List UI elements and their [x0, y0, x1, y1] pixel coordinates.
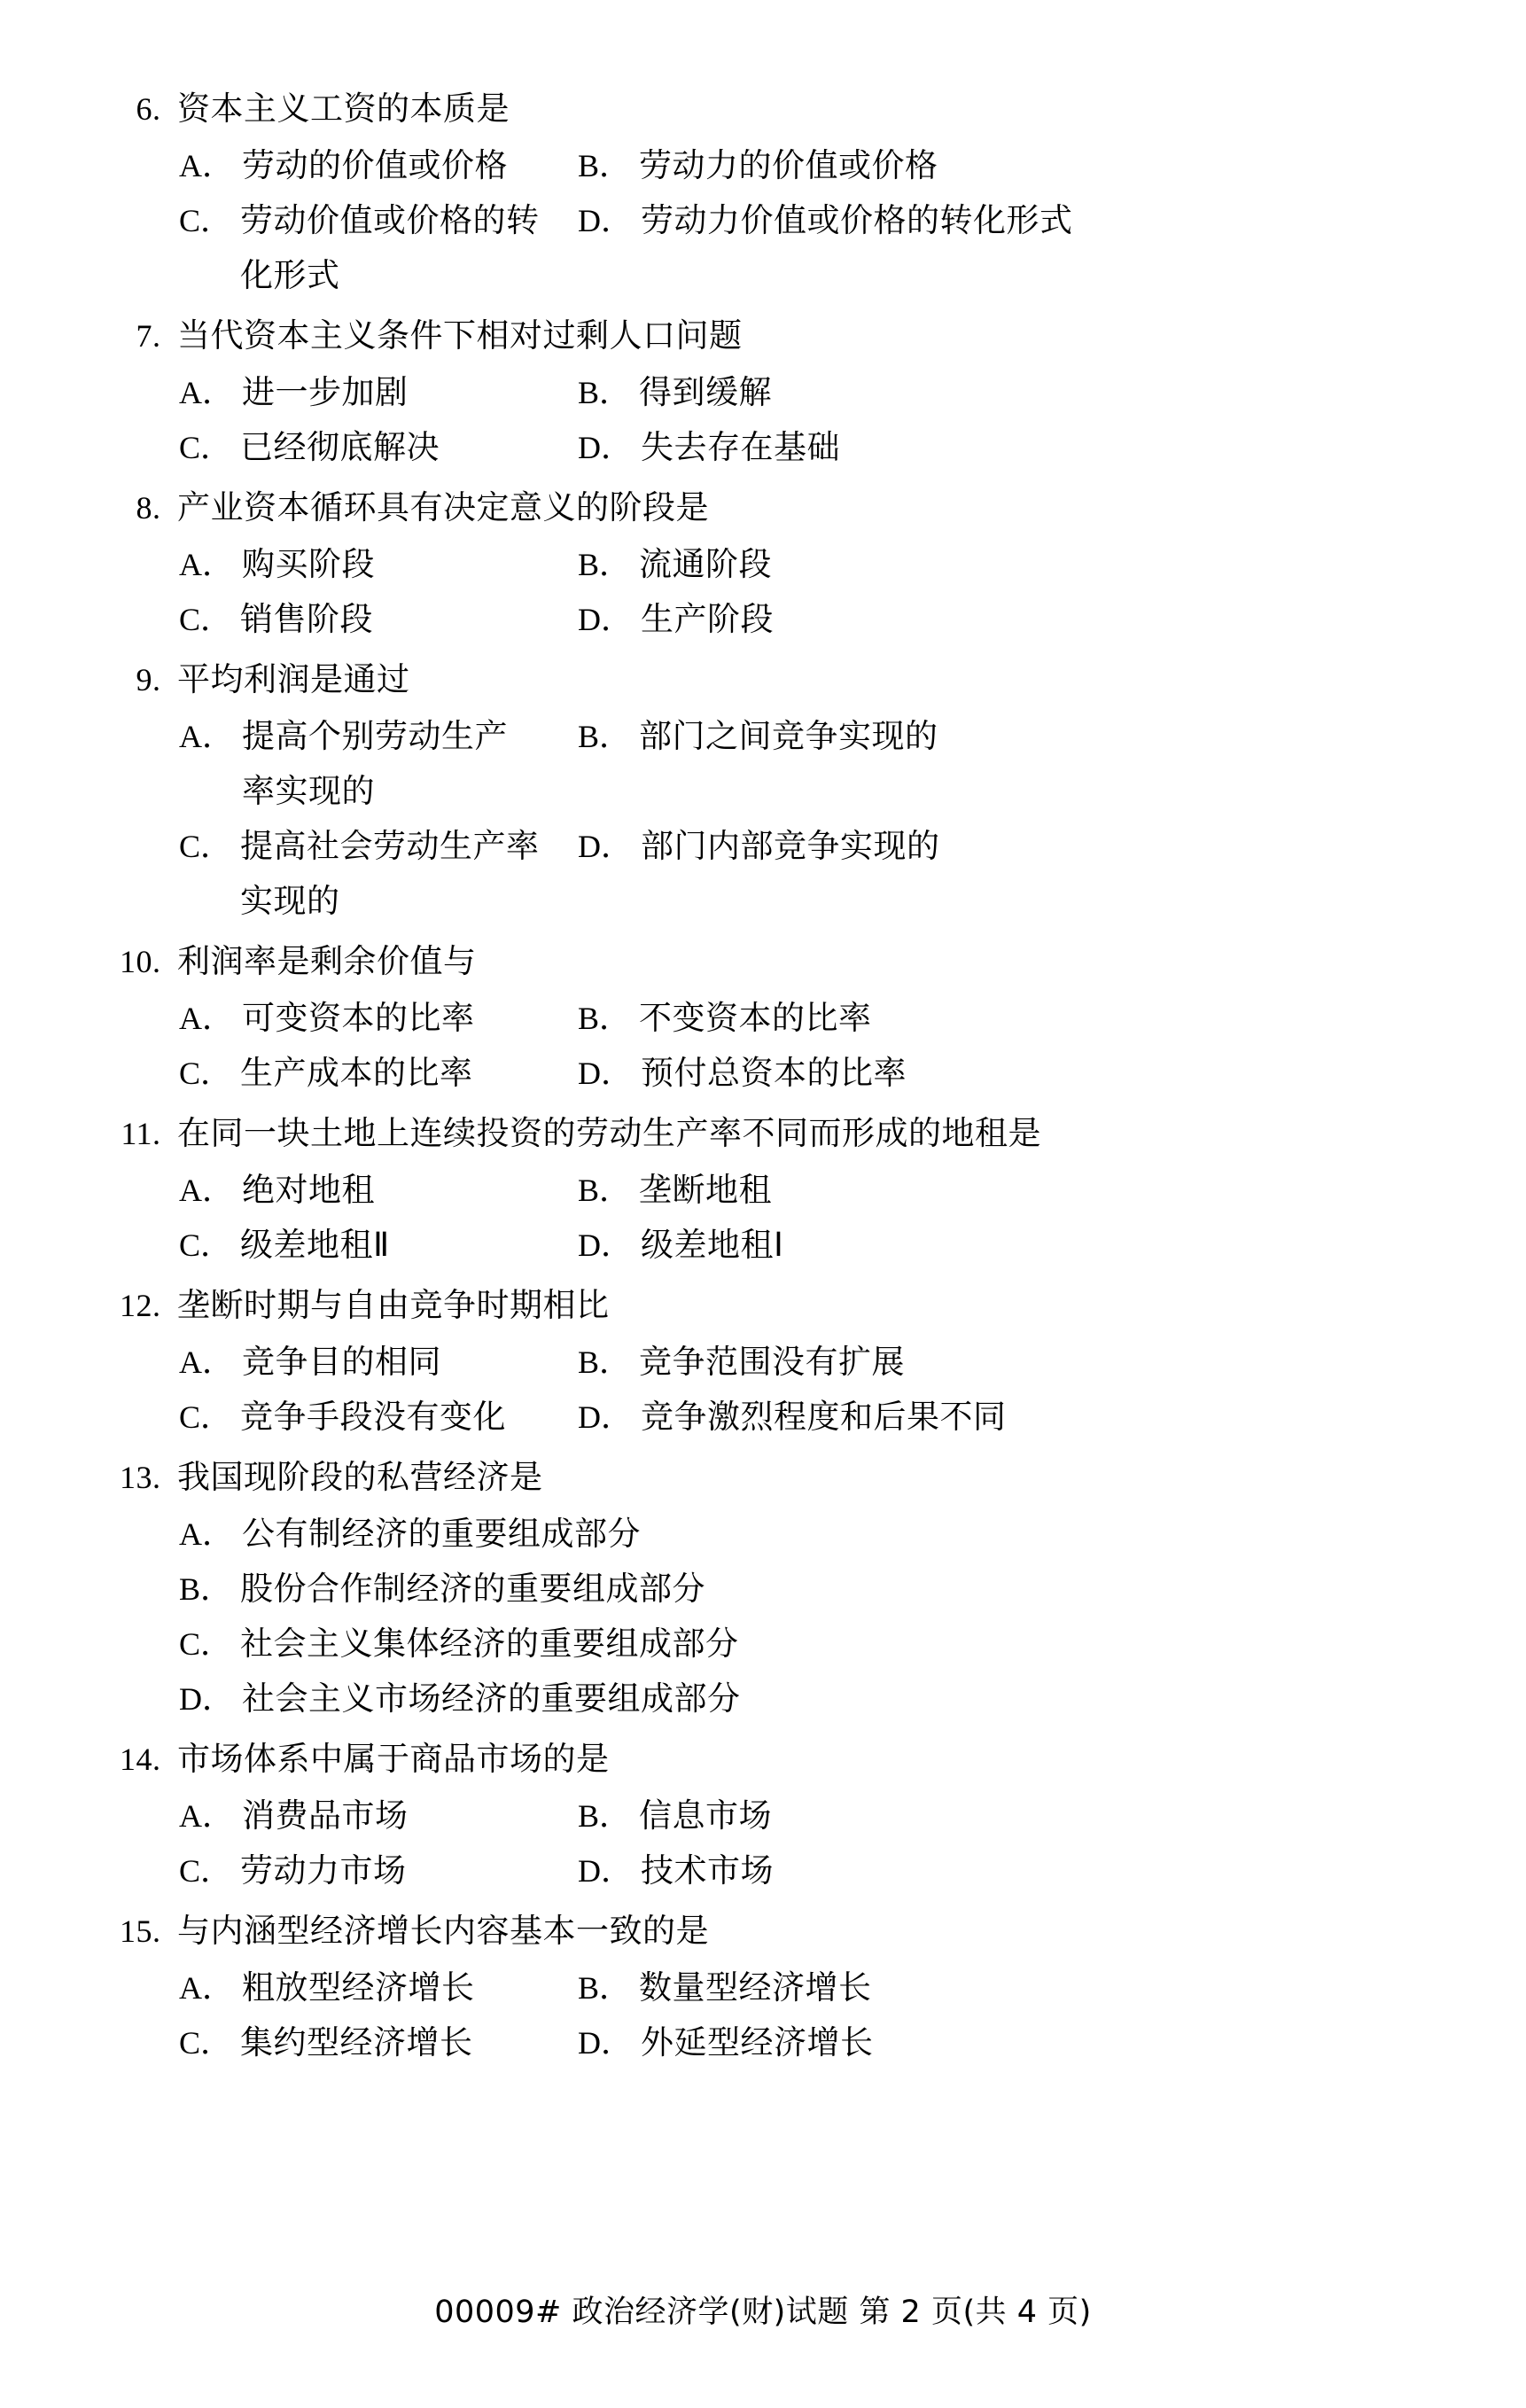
option-row	[89, 365, 1420, 420]
option-choice[interactable]	[89, 1960, 541, 2015]
option-text: 集约型经济增长	[240, 2023, 473, 2061]
option-label: B．	[578, 1001, 632, 1036]
option-choice[interactable]	[89, 138, 541, 193]
option-choice[interactable]	[541, 1218, 1420, 1273]
option-label: B．	[578, 547, 632, 582]
option-text: 失去存在基础	[641, 428, 840, 466]
option-text: 数量型经济增长	[639, 1968, 872, 2007]
option-label: A．	[179, 1798, 234, 1834]
option-label: B．	[578, 148, 632, 183]
option-choice[interactable]	[89, 1788, 541, 1843]
option-label: C．	[179, 1227, 233, 1263]
option-choice[interactable]	[541, 1960, 1420, 2015]
question-item	[89, 1732, 1420, 1898]
option-choice[interactable]	[541, 1046, 1420, 1101]
question-text: 与内涵型经济增长内容基本一致的是	[177, 1912, 709, 1950]
option-choice[interactable]	[541, 365, 1420, 420]
option-text: 提高社会劳动生产率实现的	[240, 827, 540, 920]
question-text: 市场体系中属于商品市场的是	[177, 1740, 610, 1778]
question-text: 垄断时期与自由竞争时期相比	[177, 1286, 610, 1324]
option-label: C．	[179, 2025, 233, 2061]
option-row	[89, 991, 1420, 1046]
option-label: D．	[578, 430, 633, 465]
option-list	[89, 1163, 1420, 1273]
question-number: 7	[136, 318, 152, 354]
option-choice[interactable]	[89, 537, 541, 592]
option-text: 流通阶段	[639, 545, 773, 583]
option-row	[89, 1046, 1420, 1101]
option-label: B．	[578, 1344, 632, 1380]
option-text: 预付总资本的比率	[641, 1054, 907, 1092]
question-item	[89, 1106, 1420, 1273]
option-choice[interactable]	[89, 991, 541, 1046]
option-text: 劳动力市场	[240, 1851, 407, 1890]
question-number-dot: .	[152, 944, 161, 979]
option-choice[interactable]	[541, 709, 1420, 819]
option-label: C．	[179, 1056, 233, 1091]
option-row	[89, 1788, 1420, 1843]
question-item	[89, 480, 1420, 647]
option-label: D．	[578, 829, 633, 864]
option-label: D．	[578, 1227, 633, 1263]
question-stem	[89, 1106, 1420, 1161]
option-text: 销售阶段	[240, 600, 374, 638]
question-number: 6	[136, 91, 152, 127]
option-label: C．	[179, 430, 233, 465]
option-label: A．	[179, 1173, 234, 1208]
option-choice[interactable]	[89, 1843, 541, 1898]
option-list	[89, 537, 1420, 647]
option-list	[89, 365, 1420, 475]
option-row	[89, 138, 1420, 193]
option-row	[89, 1390, 1420, 1445]
question-number: 10	[120, 944, 152, 979]
question-number-dot: .	[152, 490, 161, 526]
option-choice[interactable]	[89, 193, 541, 303]
option-choice[interactable]	[541, 819, 1420, 929]
option-label: B．	[578, 719, 632, 754]
question-item	[89, 1278, 1420, 1445]
option-text: 可变资本的比率	[242, 999, 475, 1037]
option-text: 社会主义市场经济的重要组成部分	[242, 1679, 741, 1718]
option-text: 消费品市场	[242, 1796, 409, 1835]
question-text: 平均利润是通过	[177, 660, 410, 698]
question-stem	[89, 1732, 1420, 1787]
option-choice[interactable]	[89, 1672, 1420, 1726]
question-number: 14	[120, 1742, 152, 1777]
question-stem	[89, 1904, 1420, 1959]
option-label: A．	[179, 719, 234, 754]
option-choice[interactable]	[541, 1335, 1420, 1390]
option-choice[interactable]	[541, 193, 1420, 303]
option-text: 股份合作制经济的重要组成部分	[240, 1570, 706, 1608]
option-label: C．	[179, 1626, 233, 1662]
option-label: D．	[578, 1853, 633, 1889]
option-choice[interactable]	[89, 1562, 1420, 1617]
question-text: 产业资本循环具有决定意义的阶段是	[177, 488, 709, 526]
question-list	[89, 82, 1420, 2070]
question-text: 利润率是剩余价值与	[177, 942, 477, 980]
option-list	[89, 1335, 1420, 1445]
option-row	[89, 592, 1420, 647]
question-number-dot: .	[152, 662, 161, 697]
option-choice[interactable]	[89, 365, 541, 420]
question-number-dot: .	[152, 1288, 161, 1323]
option-row	[89, 1617, 1420, 1672]
option-choice[interactable]	[541, 991, 1420, 1046]
option-choice[interactable]	[89, 819, 541, 929]
option-label: A．	[179, 1344, 234, 1380]
option-text: 绝对地租	[242, 1171, 375, 1209]
option-text: 公有制经济的重要组成部分	[242, 1515, 641, 1553]
question-number-dot: .	[152, 1742, 161, 1777]
option-label: A．	[179, 1970, 234, 2006]
option-row	[89, 1672, 1420, 1726]
option-label: A．	[179, 547, 234, 582]
option-label: C．	[179, 829, 233, 864]
option-label: D．	[578, 203, 633, 238]
option-choice[interactable]	[541, 1390, 1420, 1445]
option-label: A．	[179, 1001, 234, 1036]
option-text: 劳动力的价值或价格	[639, 146, 938, 184]
option-choice[interactable]	[89, 2015, 541, 2070]
option-list	[89, 138, 1420, 303]
question-number-dot: .	[152, 318, 161, 354]
option-row	[89, 1843, 1420, 1898]
option-choice[interactable]	[541, 537, 1420, 592]
option-label: D．	[578, 1056, 633, 1091]
question-stem	[89, 480, 1420, 535]
question-stem	[89, 82, 1420, 136]
question-stem	[89, 934, 1420, 989]
option-label: C．	[179, 1853, 233, 1889]
option-text: 技术市场	[641, 1851, 774, 1890]
question-text: 资本主义工资的本质是	[177, 90, 510, 128]
question-stem	[89, 1450, 1420, 1505]
option-text: 外延型经济增长	[641, 2023, 874, 2061]
option-label: C．	[179, 1399, 233, 1435]
option-label: C．	[179, 203, 233, 238]
question-number: 15	[120, 1913, 152, 1949]
question-stem	[89, 652, 1420, 707]
option-row	[89, 819, 1420, 929]
option-row	[89, 1335, 1420, 1390]
option-text: 部门之间竞争实现的	[639, 717, 938, 755]
option-choice[interactable]	[89, 420, 541, 475]
option-text: 信息市场	[639, 1796, 773, 1835]
option-label: D．	[578, 2025, 633, 2061]
question-item	[89, 308, 1420, 475]
option-label: B．	[578, 375, 632, 410]
option-row	[89, 1218, 1420, 1273]
option-text: 得到缓解	[639, 373, 773, 411]
option-choice[interactable]	[89, 1046, 541, 1101]
option-choice[interactable]	[541, 1843, 1420, 1898]
option-choice[interactable]	[541, 2015, 1420, 2070]
question-number: 13	[120, 1460, 152, 1495]
question-item	[89, 1450, 1420, 1726]
question-item	[89, 82, 1420, 303]
option-label: A．	[179, 148, 234, 183]
question-number: 12	[120, 1288, 152, 1323]
option-choice[interactable]	[89, 1218, 541, 1273]
option-choice[interactable]	[89, 709, 541, 819]
option-row	[89, 1507, 1420, 1562]
option-text: 不变资本的比率	[639, 999, 872, 1037]
option-text: 劳动力价值或价格的转化形式	[641, 201, 1073, 239]
option-text: 劳动价值或价格的转化形式	[240, 201, 540, 294]
option-text: 生产成本的比率	[240, 1054, 473, 1092]
option-text: 购买阶段	[242, 545, 375, 583]
option-row	[89, 1960, 1420, 2015]
option-choice[interactable]	[89, 1617, 1420, 1672]
option-text: 竞争激烈程度和后果不同	[641, 1398, 1007, 1436]
option-label: B．	[179, 1571, 233, 1607]
question-item	[89, 1904, 1420, 2070]
option-label: B．	[578, 1798, 632, 1834]
option-row	[89, 420, 1420, 475]
option-list	[89, 709, 1420, 929]
option-text: 生产阶段	[641, 600, 774, 638]
option-choice[interactable]	[541, 1163, 1420, 1218]
option-text: 进一步加剧	[242, 373, 409, 411]
option-text: 劳动的价值或价格	[242, 146, 508, 184]
option-row	[89, 1163, 1420, 1218]
option-list	[89, 1788, 1420, 1898]
option-row	[89, 193, 1420, 303]
question-text: 我国现阶段的私营经济是	[177, 1458, 543, 1496]
question-item	[89, 652, 1420, 929]
option-list	[89, 1960, 1420, 2070]
option-choice[interactable]	[541, 420, 1420, 475]
question-number: 11	[121, 1116, 152, 1151]
option-text: 竞争目的相同	[242, 1343, 441, 1381]
option-list	[89, 991, 1420, 1101]
question-number: 9	[136, 662, 152, 697]
option-choice[interactable]	[541, 138, 1420, 193]
question-number-dot: .	[152, 1460, 161, 1495]
page-footer: 00009# 政治经济学(财)试题 第 2 页(共 4 页)	[434, 2295, 1092, 2330]
option-label: D．	[578, 1399, 633, 1435]
option-choice[interactable]	[541, 1788, 1420, 1843]
option-label: A．	[179, 375, 234, 410]
option-text: 级差地租Ⅱ	[240, 1226, 390, 1264]
option-text: 粗放型经济增长	[242, 1968, 475, 2007]
option-text: 级差地租Ⅰ	[641, 1226, 784, 1264]
question-number-dot: .	[152, 91, 161, 127]
option-row	[89, 1562, 1420, 1617]
question-number-dot: .	[152, 1116, 161, 1151]
question-number: 8	[136, 490, 152, 526]
option-text: 竞争手段没有变化	[240, 1398, 507, 1436]
option-text: 提高个别劳动生产率实现的	[242, 717, 508, 810]
option-row	[89, 709, 1420, 819]
option-row	[89, 537, 1420, 592]
option-text: 社会主义集体经济的重要组成部分	[240, 1625, 739, 1663]
option-choice[interactable]	[89, 1507, 1420, 1562]
option-choice[interactable]	[89, 1390, 541, 1445]
option-text: 部门内部竞争实现的	[641, 827, 940, 865]
option-label: D．	[578, 602, 633, 637]
question-text: 在同一块土地上连续投资的劳动生产率不同而形成的地租是	[177, 1114, 1041, 1152]
question-stem	[89, 308, 1420, 363]
option-text: 垄断地租	[639, 1171, 773, 1209]
option-row	[89, 2015, 1420, 2070]
option-text: 已经彻底解决	[240, 428, 440, 466]
question-item	[89, 934, 1420, 1101]
question-text: 当代资本主义条件下相对过剩人口问题	[177, 316, 743, 355]
option-list	[89, 1507, 1420, 1726]
option-choice[interactable]	[89, 1163, 541, 1218]
option-text: 竞争范围没有扩展	[639, 1343, 906, 1381]
option-choice[interactable]	[541, 592, 1420, 647]
option-choice[interactable]	[89, 1335, 541, 1390]
question-number-dot: .	[152, 1913, 161, 1949]
option-label: B．	[578, 1173, 632, 1208]
option-label: D．	[179, 1681, 234, 1717]
option-label: A．	[179, 1516, 234, 1552]
option-choice[interactable]	[89, 592, 541, 647]
option-label: C．	[179, 602, 233, 637]
question-stem	[89, 1278, 1420, 1333]
option-label: B．	[578, 1970, 632, 2006]
